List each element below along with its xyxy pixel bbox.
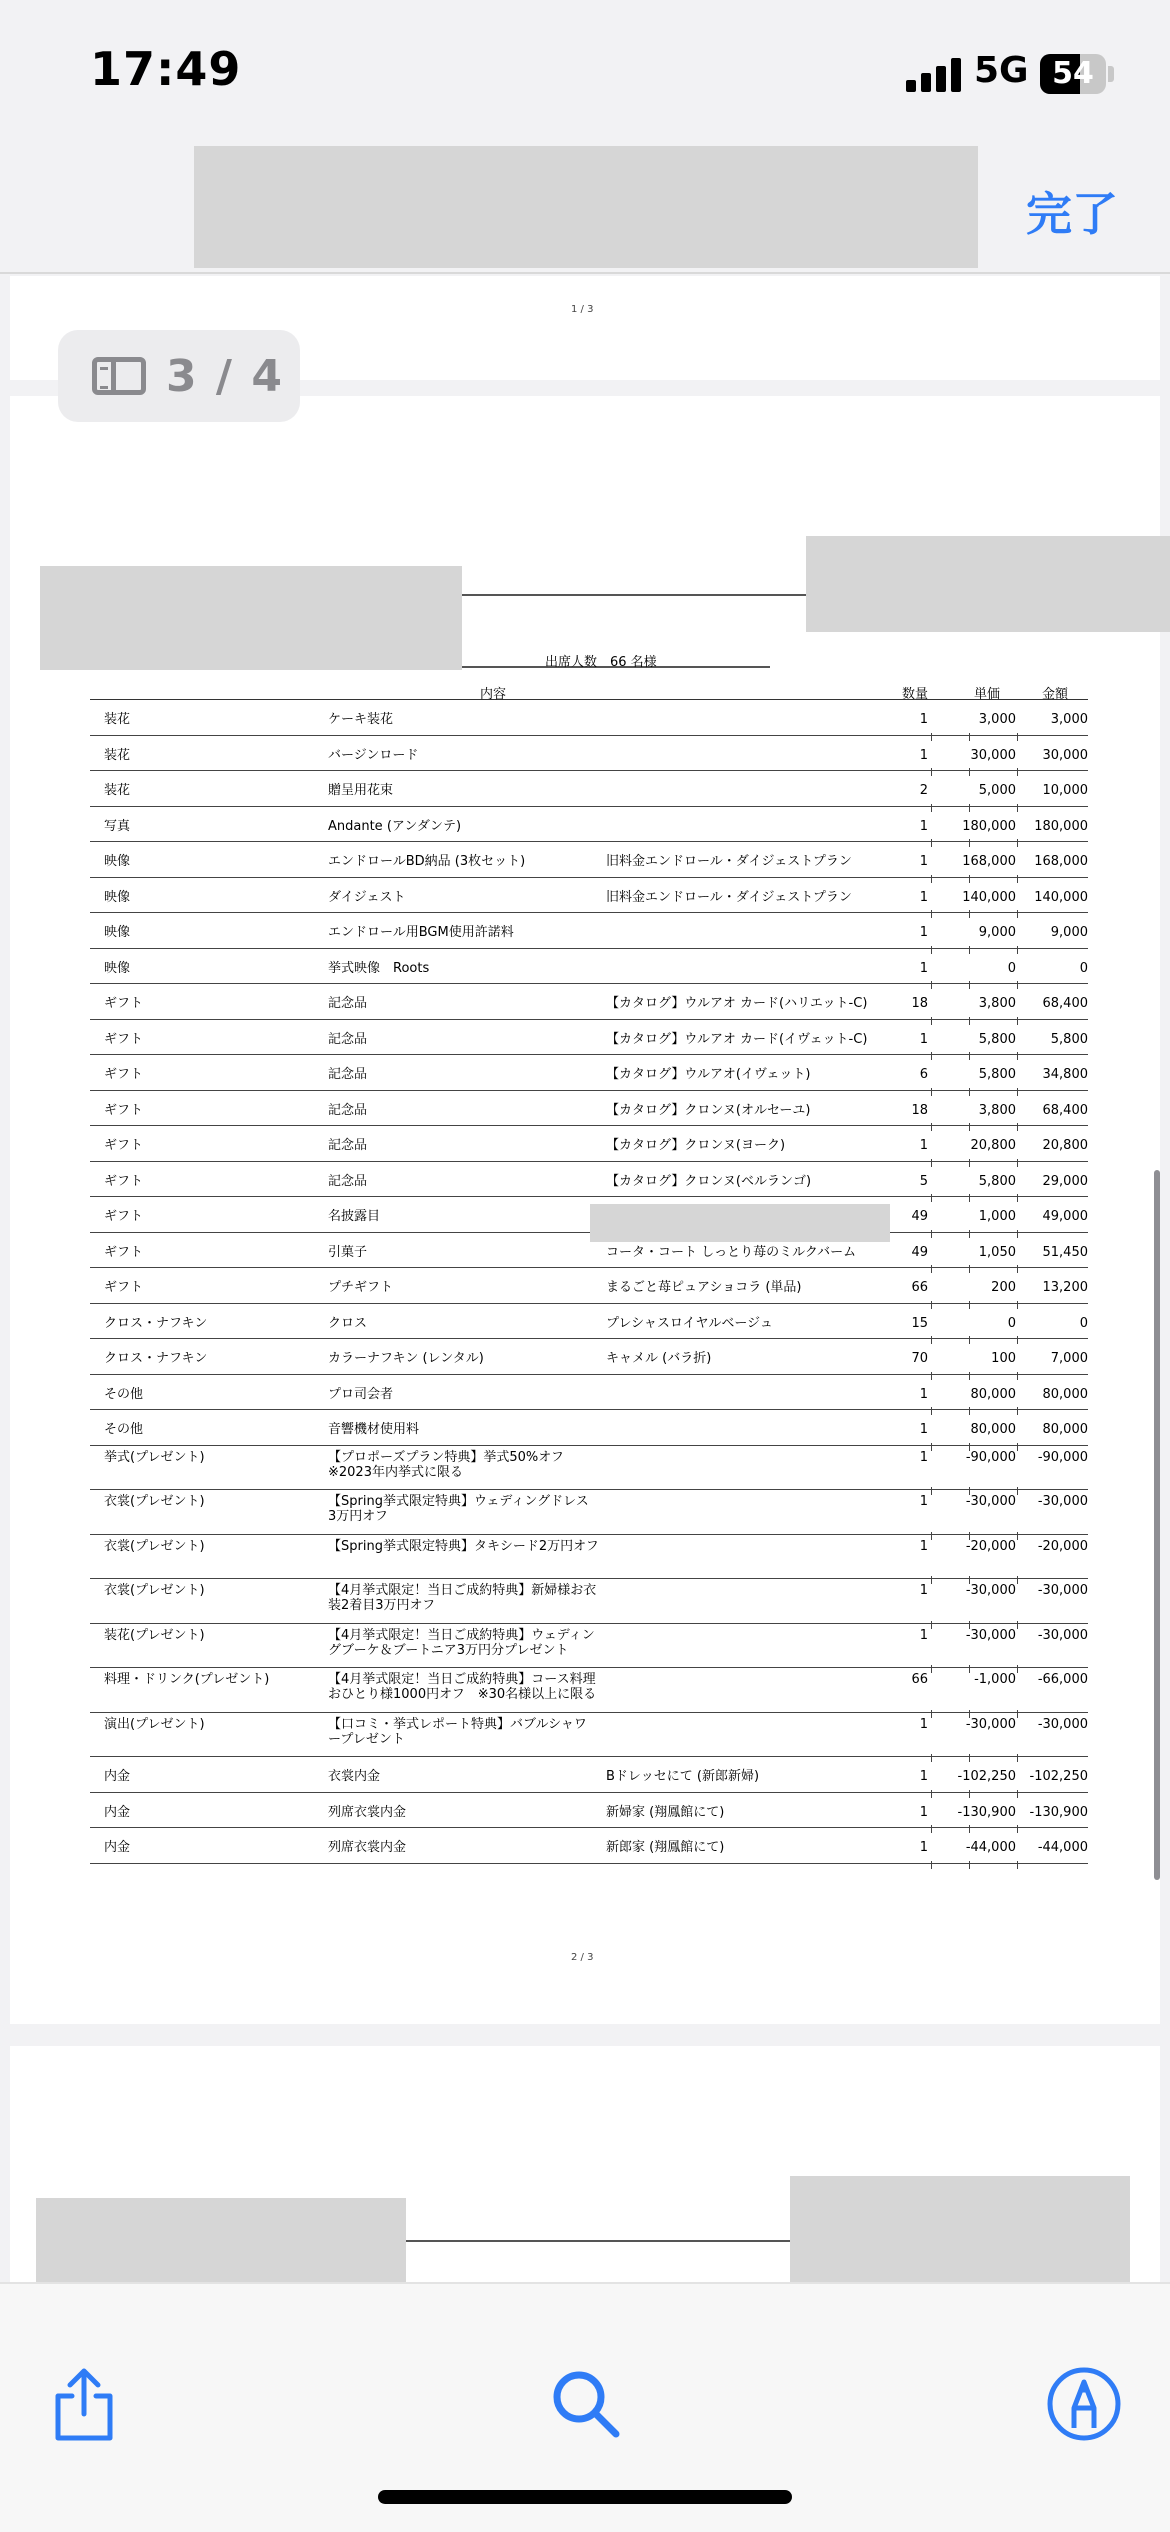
table-row (90, 842, 1088, 878)
battery-tip (1108, 66, 1114, 82)
row-item: ダイジェスト (328, 889, 406, 905)
row-amount: -30,000 (1037, 1627, 1088, 1643)
table-row (90, 1757, 1088, 1793)
table-row (90, 1579, 1088, 1624)
status-bar (0, 0, 1170, 140)
row-note: Bドレッセにて (新郎新婦) (606, 1769, 760, 1784)
row-amount: 80,000 (1042, 1386, 1088, 1402)
table-row (90, 1126, 1088, 1162)
row-qty: 1 (919, 747, 928, 763)
row-category: 内金 (104, 1804, 131, 1820)
row-amount: 51,450 (1042, 1244, 1088, 1260)
row-unit-price: 100 (991, 1351, 1016, 1366)
search-icon (546, 2364, 626, 2444)
row-item: 記念品 (328, 1102, 368, 1118)
table-row (90, 1490, 1088, 1535)
row-unit-price: 30,000 (970, 747, 1016, 763)
row-amount: 5,800 (1050, 1031, 1088, 1047)
row-category: 衣裳(プレゼント) (104, 1494, 205, 1509)
row-category: 装花 (104, 783, 131, 798)
row-qty: 1 (919, 1716, 928, 1732)
table-row (90, 1304, 1088, 1340)
page-footer-number: 1 / 3 (571, 304, 594, 315)
row-item: 名披露目 (328, 1209, 381, 1224)
attendees-count: 出席人数 66 名様 (545, 655, 657, 670)
row-amount: 29,000 (1042, 1173, 1088, 1189)
table-row (90, 1197, 1088, 1233)
row-qty: 6 (919, 1067, 928, 1082)
row-amount: 140,000 (1034, 889, 1088, 905)
table-row (90, 1233, 1088, 1269)
row-item: 記念品 (328, 1173, 368, 1189)
sidebar-icon (92, 357, 146, 395)
table-row (90, 1446, 1088, 1491)
row-unit-price: 20,800 (970, 1138, 1016, 1153)
row-item: 【4月挙式限定！当日ご成約特典】コース料理 (328, 1672, 596, 1687)
row-category: 料理・ドリンク(プレゼント) (104, 1672, 270, 1687)
table-row (90, 1020, 1088, 1056)
table-row (90, 700, 1088, 736)
row-qty: 1 (919, 1031, 928, 1047)
page-indicator[interactable] (58, 330, 300, 422)
row-qty: 1 (919, 854, 928, 869)
search-button[interactable] (546, 2364, 626, 2444)
share-button[interactable] (44, 2364, 124, 2444)
row-note: コータ・コート しっとり苺のミルクバーム (606, 1244, 857, 1260)
row-category: 映像 (104, 925, 131, 940)
scrollbar[interactable] (1154, 1170, 1160, 1880)
row-item-line2: 3万円オフ (328, 1509, 388, 1524)
table-body (90, 700, 1088, 1864)
table-row (90, 1339, 1088, 1375)
row-item: 記念品 (328, 1031, 368, 1047)
row-unit-price: -90,000 (965, 1449, 1016, 1465)
row-qty: 1 (919, 1422, 928, 1437)
row-category: 衣裳(プレゼント) (104, 1583, 205, 1598)
row-category: ギフト (104, 1280, 144, 1295)
signal-icon (906, 58, 962, 92)
row-unit-price: 5,800 (978, 1173, 1016, 1189)
row-note: 【カタログ】ウルアオ(イヴェット) (606, 1067, 811, 1082)
row-amount: 20,800 (1042, 1138, 1088, 1153)
row-qty: 5 (919, 1173, 928, 1189)
row-qty: 1 (919, 1769, 928, 1784)
row-unit-price: 5,000 (978, 783, 1016, 798)
row-qty: 1 (919, 1627, 928, 1643)
row-qty: 1 (919, 960, 928, 976)
row-unit-price: 9,000 (978, 925, 1016, 940)
row-amount: -102,250 (1029, 1769, 1088, 1784)
row-category: ギフト (104, 1209, 144, 1224)
row-category: 装花(プレゼント) (104, 1627, 205, 1643)
row-amount: 7,000 (1050, 1351, 1088, 1366)
row-note: 新郎家 (翔鳳館にて) (606, 1840, 725, 1855)
redacted-block (36, 2198, 406, 2294)
row-category: 装花 (104, 747, 131, 763)
table-row (90, 1535, 1088, 1580)
table-row (90, 1162, 1088, 1198)
row-unit-price: -30,000 (965, 1583, 1016, 1598)
page-footer-number: 2 / 3 (571, 1952, 594, 1963)
row-item: エンドロール用BGM使用許諾料 (328, 925, 514, 940)
row-category: ギフト (104, 1138, 144, 1153)
row-category: 衣裳(プレゼント) (104, 1538, 205, 1554)
row-item-line2: 装2着目3万円オフ (328, 1598, 436, 1613)
row-qty: 1 (919, 925, 928, 940)
row-qty: 1 (919, 1840, 928, 1855)
row-item: カラーナフキン (レンタル) (328, 1351, 484, 1366)
row-qty: 2 (919, 783, 928, 798)
row-category: 演出(プレゼント) (104, 1716, 205, 1732)
row-amount: 10,000 (1042, 783, 1088, 798)
row-category: 映像 (104, 854, 131, 869)
row-item: 挙式映像 Roots (328, 960, 430, 976)
row-note: 【カタログ】クロンヌ(オルセーユ) (606, 1102, 811, 1118)
row-amount: 80,000 (1042, 1422, 1088, 1437)
row-amount: -66,000 (1037, 1672, 1088, 1687)
row-unit-price: 3,000 (978, 712, 1016, 727)
row-qty: 1 (919, 712, 928, 727)
table-row (90, 1410, 1088, 1446)
row-category: 装花 (104, 712, 131, 727)
page-indicator-text: 3 / 4 (166, 350, 284, 402)
row-qty: 49 (911, 1244, 928, 1260)
row-note: 【カタログ】クロンヌ(ヨーク) (606, 1138, 786, 1153)
battery-icon (1040, 54, 1106, 94)
row-category: 挙式(プレゼント) (104, 1449, 205, 1465)
row-item: 列席衣裳内金 (328, 1840, 407, 1855)
row-unit-price: -44,000 (965, 1840, 1016, 1855)
redacted-block (40, 566, 462, 670)
row-category: その他 (104, 1422, 144, 1437)
row-item: 記念品 (328, 1067, 368, 1082)
row-category: 写真 (104, 818, 131, 834)
home-indicator (378, 2490, 792, 2504)
row-item: 【プロポーズプラン特典】挙式50%オフ (328, 1449, 564, 1465)
row-qty: 1 (919, 1138, 928, 1153)
table-row (90, 1713, 1088, 1758)
row-note: 旧料金エンドロール・ダイジェストプラン (606, 854, 852, 869)
row-amount: 0 (1079, 1315, 1088, 1331)
row-note: 【カタログ】ウルアオ カード(ハリエット-C) (606, 996, 868, 1011)
row-category: 内金 (104, 1840, 131, 1855)
table-row (90, 807, 1088, 843)
row-category: 内金 (104, 1769, 131, 1784)
row-category: 映像 (104, 960, 131, 976)
header-rule (406, 2240, 790, 2242)
row-unit-price: 0 (1007, 960, 1016, 976)
share-icon (44, 2364, 124, 2444)
row-amount: 68,400 (1042, 996, 1088, 1011)
row-amount: -30,000 (1037, 1583, 1088, 1598)
row-qty: 1 (919, 1583, 928, 1598)
row-item: プチギフト (328, 1280, 394, 1295)
row-unit-price: 200 (991, 1280, 1016, 1295)
row-amount: 49,000 (1042, 1209, 1088, 1224)
row-note: 新婦家 (翔鳳館にて) (606, 1804, 725, 1820)
row-amount: 180,000 (1034, 818, 1088, 834)
row-qty: 18 (911, 1102, 928, 1118)
row-unit-price: 5,800 (978, 1031, 1016, 1047)
row-category: クロス・ナフキン (104, 1315, 208, 1331)
header-qty: 数量 (901, 687, 928, 702)
row-amount: 9,000 (1050, 925, 1088, 940)
row-unit-price: -30,000 (965, 1494, 1016, 1509)
row-item: 記念品 (328, 1138, 368, 1153)
row-amount: 68,400 (1042, 1102, 1088, 1118)
row-item: 引菓子 (328, 1244, 368, 1260)
row-category: ギフト (104, 996, 144, 1011)
row-category: ギフト (104, 1067, 144, 1082)
row-amount: 3,000 (1050, 712, 1088, 727)
network-type: 5G (974, 50, 1029, 91)
column-tick (931, 1861, 932, 1869)
row-qty: 66 (911, 1280, 928, 1295)
row-category: ギフト (104, 1244, 144, 1260)
row-amount: -30,000 (1037, 1494, 1088, 1509)
row-unit-price: 140,000 (962, 889, 1016, 905)
row-item: 【Spring挙式限定特典】ウェディングドレス (328, 1494, 589, 1509)
table-row (90, 771, 1088, 807)
row-amount: -90,000 (1037, 1449, 1088, 1465)
row-qty: 15 (911, 1315, 928, 1331)
row-category: 映像 (104, 889, 131, 905)
row-amount: -20,000 (1037, 1538, 1088, 1554)
row-amount: 0 (1079, 960, 1088, 976)
row-qty: 1 (919, 889, 928, 905)
row-unit-price: 80,000 (970, 1422, 1016, 1437)
table-row (90, 913, 1088, 949)
header-unit-price: 単価 (973, 687, 1000, 702)
row-note: 旧料金エンドロール・ダイジェストプラン (606, 889, 852, 905)
row-unit-price: 5,800 (978, 1067, 1016, 1082)
row-item: ケーキ装花 (328, 712, 394, 727)
row-unit-price: -1,000 (974, 1672, 1016, 1687)
done-button[interactable]: 完了 (1026, 187, 1118, 241)
row-unit-price: -30,000 (965, 1627, 1016, 1643)
table-row (90, 1668, 1088, 1713)
row-item: 列席衣裳内金 (328, 1804, 407, 1820)
row-note: 【カタログ】クロンヌ(ベルランゴ) (606, 1173, 812, 1189)
row-qty: 1 (919, 1538, 928, 1554)
row-category: ギフト (104, 1102, 144, 1118)
table-row (90, 1268, 1088, 1304)
row-item: 【4月挙式限定！当日ご成約特典】新婦様お衣 (328, 1583, 597, 1598)
row-unit-price: -20,000 (965, 1538, 1016, 1554)
row-note: プレシャスロイヤルベージュ (606, 1315, 773, 1331)
row-unit-price: 3,800 (978, 996, 1016, 1011)
row-amount: -44,000 (1037, 1840, 1088, 1855)
row-unit-price: 180,000 (962, 818, 1016, 834)
table-row (90, 1624, 1088, 1669)
row-item: 衣裳内金 (328, 1769, 381, 1784)
nav-divider (0, 272, 1170, 274)
column-tick (969, 1861, 970, 1869)
row-item: 記念品 (328, 996, 368, 1011)
battery-level: 54 (1052, 56, 1094, 91)
column-tick (1017, 1861, 1018, 1869)
table-row (90, 1375, 1088, 1411)
row-qty: 1 (919, 1449, 928, 1465)
estimate-table (90, 680, 1088, 1864)
row-item-line2: ※2023年内挙式に限る (328, 1464, 463, 1480)
row-item: プロ司会者 (328, 1386, 394, 1402)
row-amount: 13,200 (1042, 1280, 1088, 1295)
header-amount: 金額 (1041, 687, 1068, 702)
row-amount: 30,000 (1042, 747, 1088, 763)
row-qty: 49 (911, 1209, 928, 1224)
row-qty: 66 (911, 1672, 928, 1687)
table-row (90, 949, 1088, 985)
row-note: 【カタログ】ウルアオ カード(イヴェット-C) (606, 1031, 868, 1047)
row-amount: 34,800 (1042, 1067, 1088, 1082)
row-item-line2: おひとり様1000円オフ ※30名様以上に限る (328, 1687, 597, 1702)
row-category: ギフト (104, 1031, 144, 1047)
markup-icon (1044, 2364, 1124, 2444)
redacted-block (590, 1204, 890, 1242)
row-unit-price: 3,800 (978, 1102, 1016, 1118)
row-amount: -30,000 (1037, 1716, 1088, 1732)
row-qty: 1 (919, 1386, 928, 1402)
row-item: 音響機材使用料 (328, 1422, 420, 1437)
row-category: クロス・ナフキン (104, 1351, 208, 1366)
table-header (90, 680, 1088, 700)
row-item-line2: グブーケ＆ブートニア3万円分プレゼント (328, 1642, 569, 1658)
redacted-block (790, 2176, 1130, 2286)
table-row (90, 1055, 1088, 1091)
row-unit-price: 1,050 (978, 1244, 1016, 1260)
header-content: 内容 (480, 687, 507, 702)
row-unit-price: -130,900 (957, 1804, 1016, 1820)
row-unit-price: 168,000 (962, 854, 1016, 869)
row-item: バージンロード (328, 747, 419, 763)
table-row (90, 984, 1088, 1020)
row-item-line2: ープレゼント (328, 1731, 405, 1747)
status-time: 17:49 (90, 42, 242, 96)
table-row (90, 878, 1088, 914)
row-unit-price: 80,000 (970, 1386, 1016, 1402)
row-item: エンドロールBD納品 (3枚セット) (328, 854, 526, 869)
row-unit-price: -30,000 (965, 1716, 1016, 1732)
redacted-block (806, 536, 1170, 632)
header-rule (462, 594, 806, 596)
row-qty: 70 (911, 1351, 928, 1366)
row-amount: 168,000 (1034, 854, 1088, 869)
table-row (90, 1091, 1088, 1127)
row-note: まるごと苺ピュアショコラ (単品) (606, 1280, 802, 1295)
row-item: 【口コミ・挙式レポート特典】バブルシャワ (328, 1716, 587, 1732)
table-row (90, 736, 1088, 772)
row-qty: 1 (919, 1494, 928, 1509)
row-note: キャメル (バラ折) (606, 1351, 712, 1366)
row-qty: 18 (911, 996, 928, 1011)
row-qty: 1 (919, 818, 928, 834)
row-qty: 1 (919, 1804, 928, 1820)
document-title-redacted (194, 146, 978, 268)
row-item: 【4月挙式限定！当日ご成約特典】ウェディン (328, 1627, 595, 1643)
markup-button[interactable] (1044, 2364, 1124, 2444)
row-item: Andante (アンダンテ) (328, 818, 462, 834)
row-unit-price: -102,250 (957, 1769, 1016, 1784)
table-row (90, 1793, 1088, 1829)
table-row (90, 1828, 1088, 1864)
row-unit-price: 1,000 (978, 1209, 1016, 1224)
row-unit-price: 0 (1007, 1315, 1016, 1331)
row-item: クロス (328, 1315, 368, 1331)
row-category: その他 (104, 1386, 144, 1402)
row-item: 【Spring挙式限定特典】タキシード2万円オフ (328, 1538, 599, 1554)
row-amount: -130,900 (1029, 1804, 1088, 1820)
row-item: 贈呈用花束 (328, 783, 394, 798)
row-category: ギフト (104, 1173, 144, 1189)
